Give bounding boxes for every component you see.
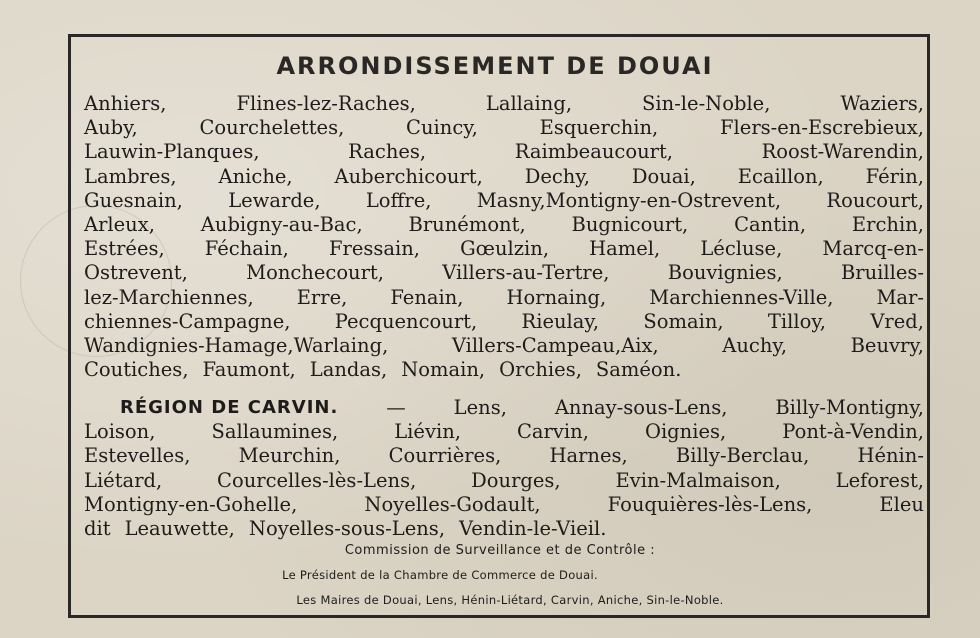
commune-name: Mar- bbox=[876, 285, 924, 309]
commune-name: Fressain, bbox=[328, 237, 421, 261]
commune-name: Auberchicourt, bbox=[334, 164, 483, 188]
commune-name: Anhiers, bbox=[84, 92, 167, 115]
commune-name: — bbox=[386, 396, 406, 419]
commune-name: Roucourt, bbox=[826, 188, 924, 212]
commune-name: Hénin- bbox=[857, 444, 924, 468]
text-line bbox=[84, 116, 924, 140]
commune-name: Beuvry, bbox=[850, 333, 924, 357]
commune-name: Courcelles-lès-Lens, bbox=[217, 468, 417, 492]
commune-name: Vred, bbox=[870, 309, 924, 333]
commune-name: Faumont, bbox=[202, 358, 296, 382]
commune-name: Férin, bbox=[865, 164, 924, 188]
text-line bbox=[84, 517, 924, 541]
commune-name: Coutiches, bbox=[84, 358, 189, 382]
commune-name: Aniche, bbox=[218, 164, 293, 188]
text-line bbox=[84, 334, 924, 358]
commune-name: Estevelles, bbox=[84, 444, 191, 468]
commune-name: Nomain, bbox=[401, 358, 486, 382]
commission-heading: Commission de Surveillance et de Contrôle : bbox=[344, 543, 656, 558]
commune-name: Ecaillon, bbox=[737, 164, 824, 188]
commune-name: Tilloy, bbox=[767, 309, 827, 333]
commune-name: Saméon. bbox=[595, 358, 682, 382]
text-line bbox=[84, 140, 924, 164]
commune-name: Noyelles-Godault, bbox=[364, 492, 541, 516]
text-line bbox=[84, 469, 924, 493]
text-line bbox=[84, 165, 924, 189]
commune-name: Arleux, bbox=[84, 212, 155, 236]
commune-name: Lallaing, bbox=[485, 92, 573, 115]
commune-name: Oignies, bbox=[644, 420, 727, 444]
commune-name: Raimbeaucourt, bbox=[514, 140, 673, 164]
commune-name: Auby, bbox=[84, 116, 138, 140]
commune-name: Waziers, bbox=[840, 92, 924, 115]
commune-name: Lauwin-Planques, bbox=[84, 140, 260, 164]
text-line bbox=[84, 358, 924, 382]
commune-name: Cantin, bbox=[734, 212, 807, 236]
commune-name: Gœulzin, bbox=[460, 237, 550, 261]
document-title: ARRONDISSEMENT DE DOUAI bbox=[276, 52, 714, 80]
commune-name: Erre, bbox=[296, 285, 348, 309]
commune-name: Bruilles- bbox=[840, 261, 924, 285]
commune-name: Fenain, bbox=[390, 285, 464, 309]
commune-name: Estrées, bbox=[84, 237, 165, 261]
commune-name: Orchies, bbox=[499, 358, 582, 382]
commune-name: Courchelettes, bbox=[199, 116, 345, 140]
commune-name: Carvin, bbox=[517, 420, 589, 444]
commune-name: Raches, bbox=[348, 140, 427, 164]
commune-name: Roost-Warendin, bbox=[761, 140, 924, 164]
carvin-region-block bbox=[84, 396, 924, 541]
commune-name: Hamel, bbox=[589, 237, 661, 261]
commune-name: Leauwette, bbox=[124, 516, 235, 540]
commune-name: Lewarde, bbox=[228, 188, 321, 212]
commune-name: Dourges, bbox=[471, 468, 561, 492]
text-line bbox=[84, 493, 924, 517]
commune-name: Vendin-le-Vieil. bbox=[459, 516, 607, 540]
mayors-line: Les Maires de Douai, Lens, Hénin-Liétard, Carvin, Aniche, Sin-le-Noble. bbox=[296, 593, 724, 607]
commune-name: Villers-Campeau,Aix, bbox=[451, 333, 659, 357]
commune-name: Douai, bbox=[631, 164, 696, 188]
commune-name: Pecquencourt, bbox=[334, 309, 478, 333]
text-line bbox=[84, 261, 924, 285]
commune-name: Liétard, bbox=[84, 468, 163, 492]
commune-name: Dechy, bbox=[524, 164, 590, 188]
commune-name: Erchin, bbox=[851, 212, 924, 236]
commune-name: chiennes-Campagne, bbox=[84, 309, 291, 333]
commune-name: Bugnicourt, bbox=[571, 212, 689, 236]
commune-name: Noyelles-sous-Lens, bbox=[248, 516, 446, 540]
commune-name: Courrières, bbox=[388, 444, 502, 468]
commune-name: Auchy, bbox=[722, 333, 788, 357]
commune-name: Masny,Montigny-en-Ostrevent, bbox=[476, 188, 782, 212]
commune-name: Villers-au-Tertre, bbox=[442, 261, 610, 285]
text-line bbox=[84, 213, 924, 237]
commune-name: Billy-Montigny, bbox=[775, 396, 924, 419]
commune-name: Lécluse, bbox=[700, 237, 783, 261]
commune-name: Harnes, bbox=[549, 444, 628, 468]
commune-name: lez-Marchiennes, bbox=[84, 285, 254, 309]
commune-name: Loffre, bbox=[365, 188, 432, 212]
commune-name: Meurchin, bbox=[238, 444, 341, 468]
commune-name: Brunémont, bbox=[408, 212, 526, 236]
commune-name: Bouvignies, bbox=[667, 261, 783, 285]
commune-name: Landas, bbox=[309, 358, 388, 382]
commune-name: Sin-le-Noble, bbox=[642, 92, 771, 115]
text-line bbox=[84, 237, 924, 261]
region-title: RÉGION DE CARVIN. bbox=[120, 397, 339, 418]
commune-name: Wandignies-Hamage,Warlaing, bbox=[84, 333, 389, 357]
text-line bbox=[84, 396, 924, 420]
text-line bbox=[84, 286, 924, 310]
commune-name: Esquerchin, bbox=[539, 116, 659, 140]
commune-name: Somain, bbox=[643, 309, 724, 333]
commune-name: Rieulay, bbox=[521, 309, 600, 333]
commune-name: Liévin, bbox=[394, 420, 461, 444]
commune-name: Cuincy, bbox=[406, 116, 478, 140]
commune-name: Pont-à-Vendin, bbox=[782, 420, 924, 444]
commune-name: Flines-lez-Raches, bbox=[236, 92, 416, 115]
commune-name: Sallaumines, bbox=[211, 420, 339, 444]
commune-name: Loison, bbox=[84, 420, 156, 444]
commune-name: dit bbox=[84, 516, 111, 540]
text-line bbox=[84, 444, 924, 468]
president-line: Le Président de la Chambre de Commerce de Douai. bbox=[282, 568, 598, 582]
text-line bbox=[84, 189, 924, 213]
commune-name: Lambres, bbox=[84, 164, 177, 188]
commune-name: Lens, bbox=[453, 396, 507, 419]
commune-name: Guesnain, bbox=[84, 188, 183, 212]
commune-name: Marcq-en- bbox=[822, 237, 924, 261]
douai-communes-list bbox=[84, 92, 924, 382]
commune-name: Monchecourt, bbox=[246, 261, 384, 285]
commune-name: Fouquières-lès-Lens, bbox=[607, 492, 813, 516]
commune-name: Leforest, bbox=[835, 468, 924, 492]
commune-name: Hornaing, bbox=[506, 285, 607, 309]
commune-name: Montigny-en-Gohelle, bbox=[84, 492, 298, 516]
commune-name: Ostrevent, bbox=[84, 261, 188, 285]
commune-name: Billy-Berclau, bbox=[675, 444, 810, 468]
text-line bbox=[84, 92, 924, 116]
commune-name: Flers-en-Escrebieux, bbox=[720, 116, 924, 140]
commune-name: Evin-Malmaison, bbox=[615, 468, 781, 492]
text-line bbox=[84, 310, 924, 334]
commune-name: Marchiennes-Ville, bbox=[649, 285, 834, 309]
commune-name: Eleu bbox=[879, 492, 924, 516]
commune-name: Annay-sous-Lens, bbox=[554, 396, 728, 419]
commune-name: Aubigny-au-Bac, bbox=[200, 212, 363, 236]
commune-name: Féchain, bbox=[204, 237, 289, 261]
text-line bbox=[84, 420, 924, 444]
